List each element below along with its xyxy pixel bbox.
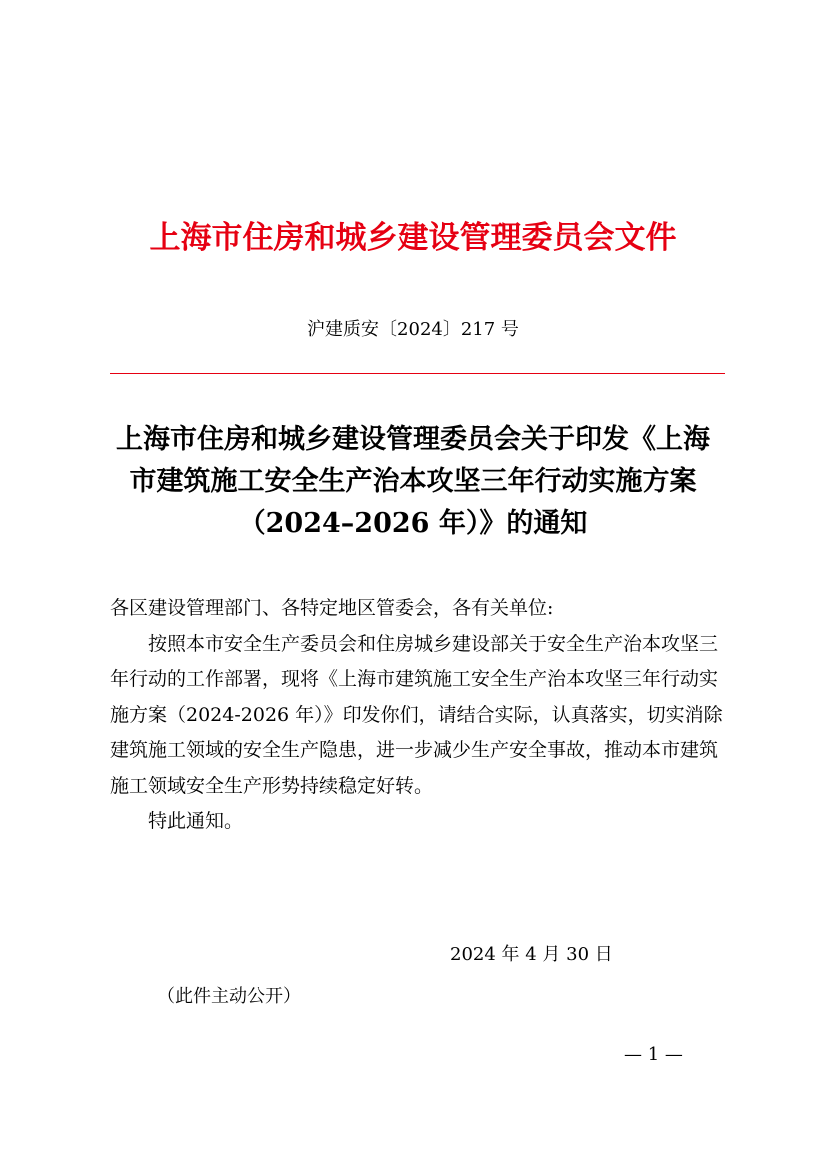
red-divider-line [110,373,725,374]
closing-line: 特此通知。 [148,810,244,832]
document-title: 上海市住房和城乡建设管理委员会关于印发《上海市建筑施工安全生产治本攻坚三年行动实施方案（2024–2026 年）》的通知 [116,424,710,539]
issue-date: 2024 年 4 月 30 日 [450,944,613,965]
issuing-authority-header: 上海市住房和城乡建设管理委员会文件 [149,220,677,256]
disclosure-note: （此件主动公开） [157,986,301,1007]
document-body [110,591,725,840]
page-number: — 1 — [624,1044,683,1065]
document-number: 沪建质安〔2024〕217 号 [307,319,519,340]
salutation: 各区建设管理部门、各特定地区管委会，各有关单位: [110,597,554,619]
main-paragraph: 按照本市安全生产委员会和住房城乡建设部关于安全生产治本攻坚三年行动的工作部署，现将《上海市建筑施工安全生产治本攻坚三年行动实施方案（2024-2026 年）》印发你们，请结合实际，认真落实，切实消除建筑施工领域的安全生产隐患，进一步减少生产安全事故，推动本市建筑施工领域安全生产形势持续稳定好转。 [110,632,723,797]
